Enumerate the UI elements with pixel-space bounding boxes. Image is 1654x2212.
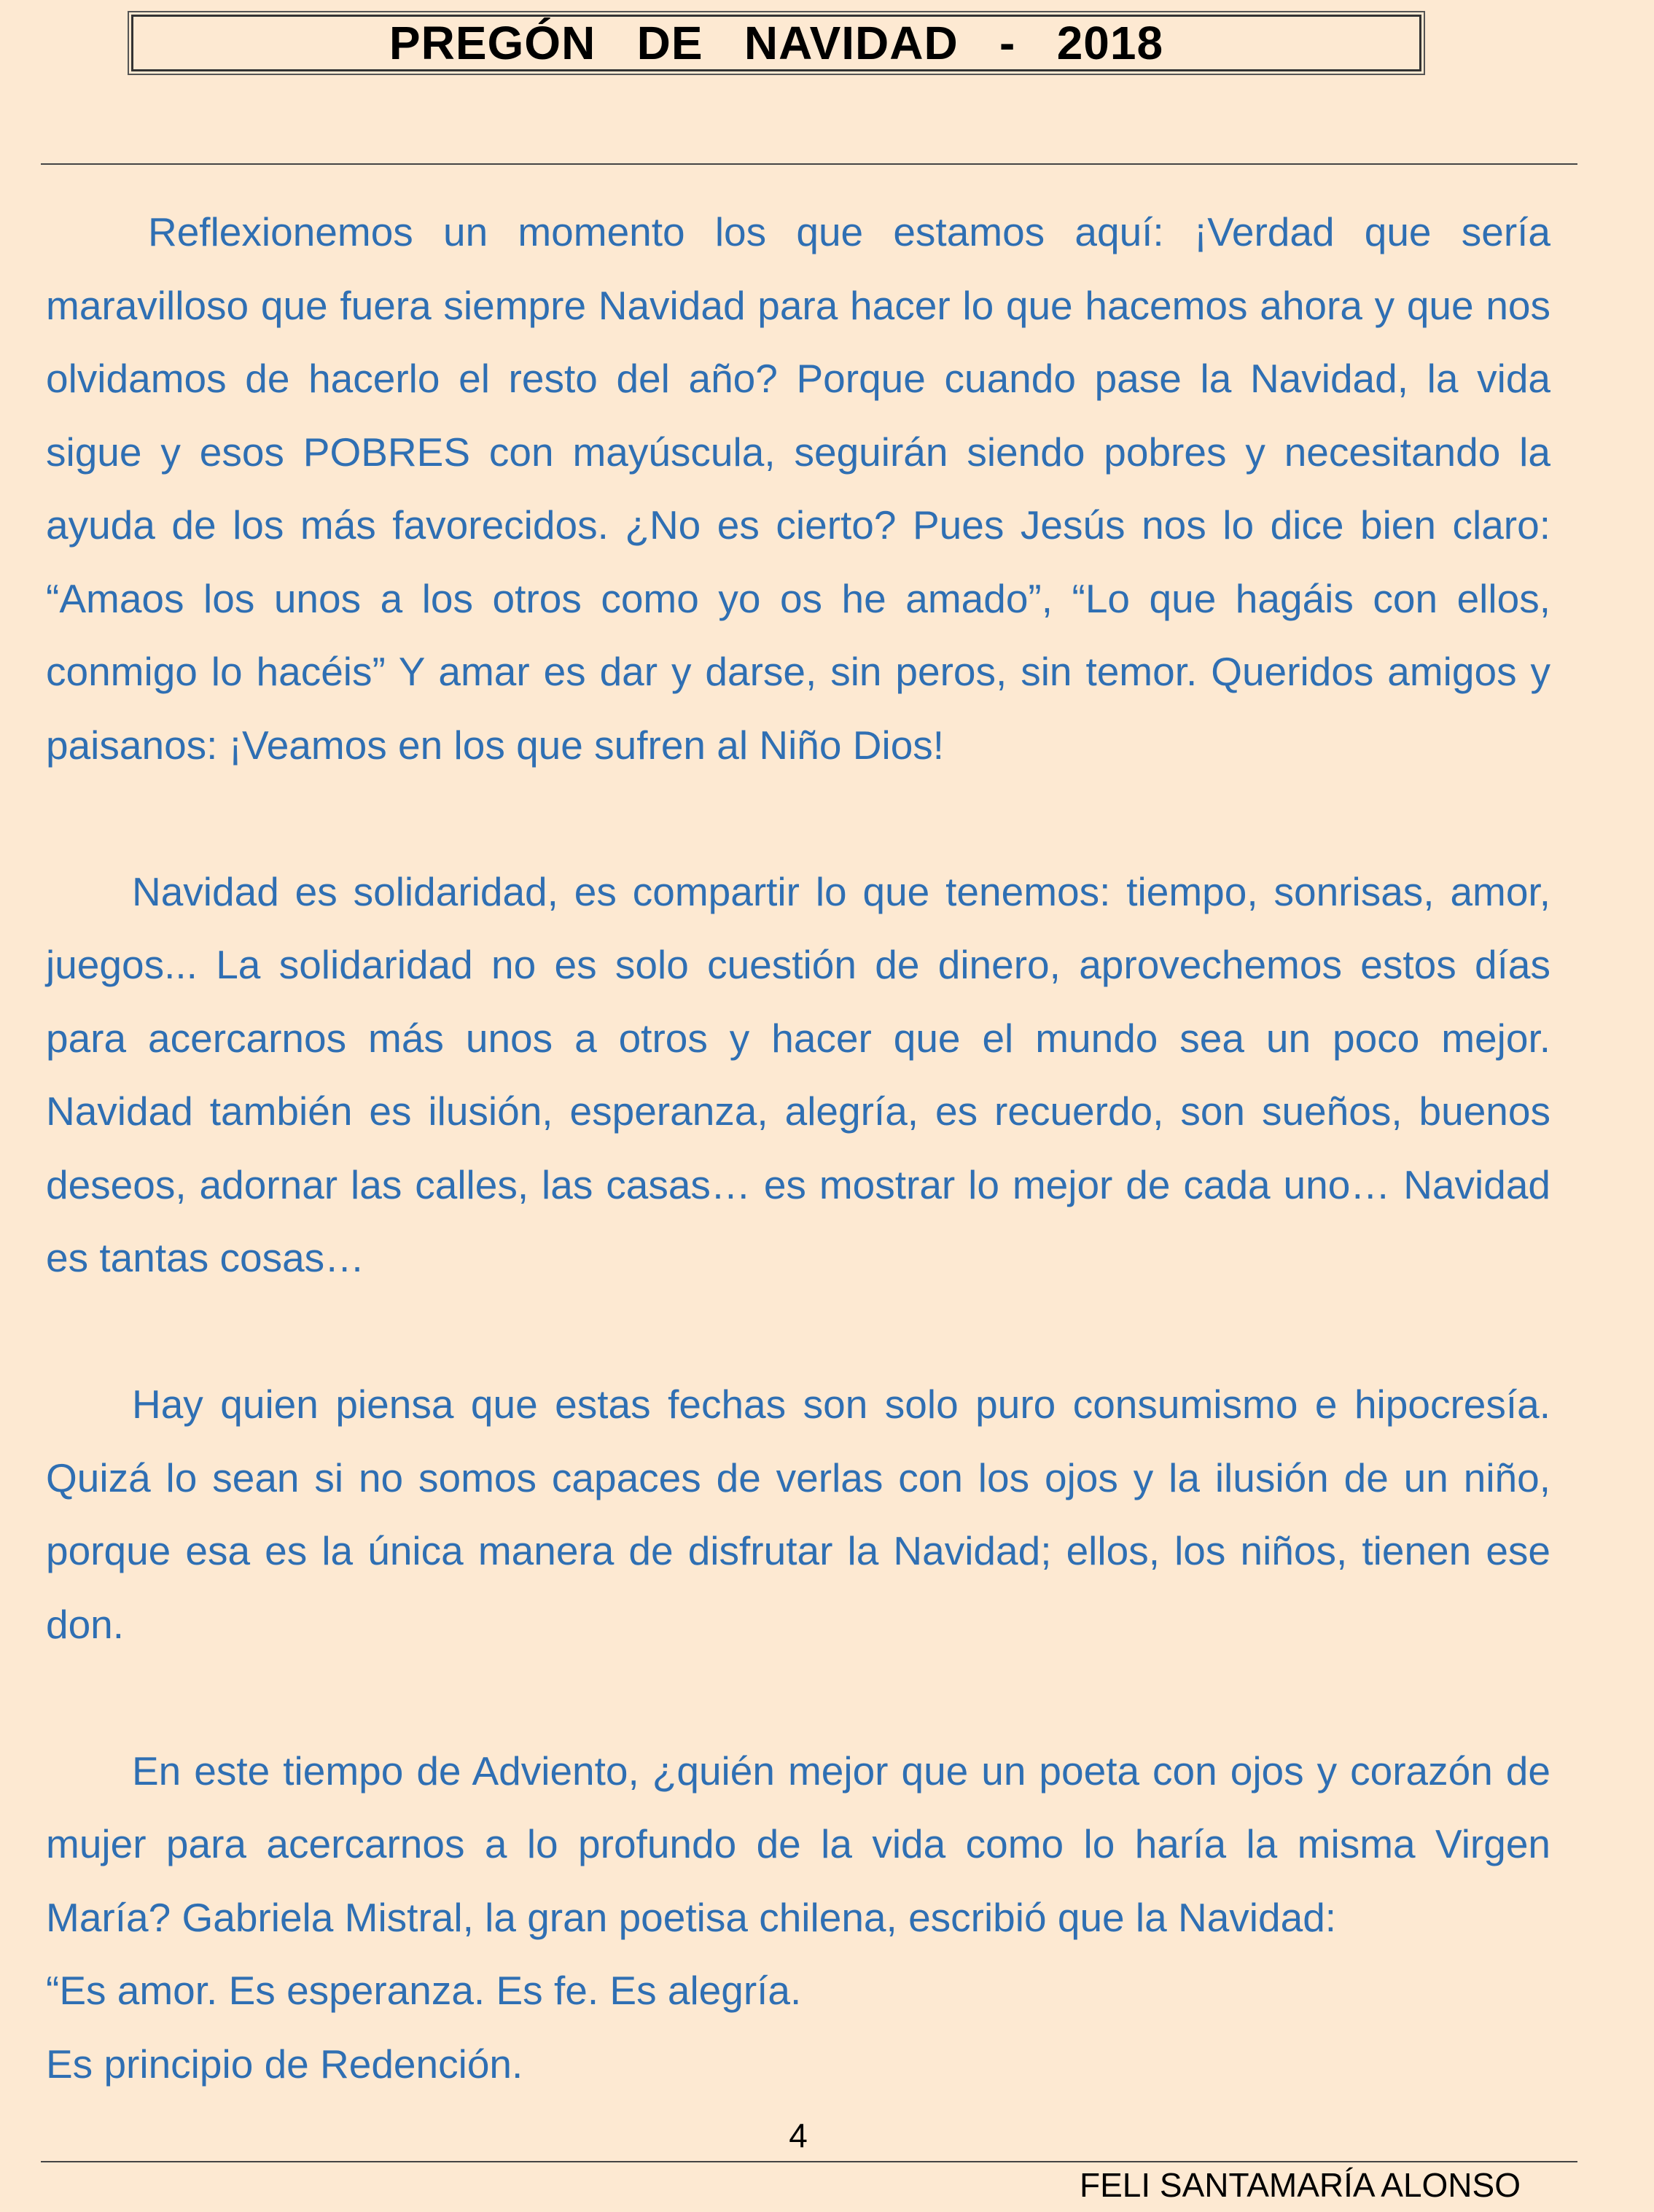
title-box	[131, 15, 1421, 71]
author-name: FELI SANTAMARÍA ALONSO	[1080, 2166, 1521, 2204]
paragraph-3: Hay quien piensa que estas fechas son solo puro consumismo e hipocresía. Quizá lo sean si no somos capaces de verlas con los ojos y la ilusión de un niño, porque esa es la única manera de disfrutar la Navidad; ellos, los niños, tienen ese don.	[46, 1382, 1550, 1647]
page-number: 4	[789, 2116, 808, 2154]
paragraph-4: En este tiempo de Adviento, ¿quién mejor que un poeta con ojos y corazón de mujer para acercarnos a lo profundo de la vida como lo haría la misma Virgen María? Gabriela Mistral, la gran poetisa chilena, escribió que la Navidad:	[46, 1748, 1550, 1940]
footer-divider	[41, 2161, 1577, 2162]
quote-line-2: Es principio de Redención.	[46, 2041, 523, 2087]
document-body	[46, 195, 1550, 2100]
paragraph-1: Reflexionemos un momento los que estamos aquí: ¡Verdad que sería maravilloso que fuera siempre Navidad para hacer lo que hacemos ahora y que nos olvidamos de hacerlo el resto del año? Porque cuando pase la Navidad, la vida sigue y esos POBRES con mayúscula, seguirán siendo pobres y necesitando la ayuda de los más favorecidos. ¿No es cierto? Pues Jesús nos lo dice bien claro: “Amaos los unos a los otros como yo os he amado”, “Lo que hagáis con ellos, conmigo lo hacéis” Y amar es dar y darse, sin peros, sin temor. Queridos amigos y paisanos: ¡Veamos en los que sufren al Niño Dios!	[46, 209, 1550, 768]
quote-line-1: “Es amor. Es esperanza. Es fe. Es alegría.	[46, 1968, 802, 2013]
header-divider	[41, 163, 1577, 165]
paragraph-2: Navidad es solidaridad, es compartir lo que tenemos: tiempo, sonrisas, amor, juegos... La solidaridad no es solo cuestión de dinero, aprovechemos estos días para acercarnos más unos a otros y hacer que el mundo sea un poco mejor. Navidad también es ilusión, esperanza, alegría, es recuerdo, son sueños, buenos deseos, adornar las calles, las casas… es mostrar lo mejor de cada uno… Navidad es tantas cosas…	[46, 868, 1550, 1280]
page-title: PREGÓN DE NAVIDAD - 2018	[389, 17, 1164, 69]
